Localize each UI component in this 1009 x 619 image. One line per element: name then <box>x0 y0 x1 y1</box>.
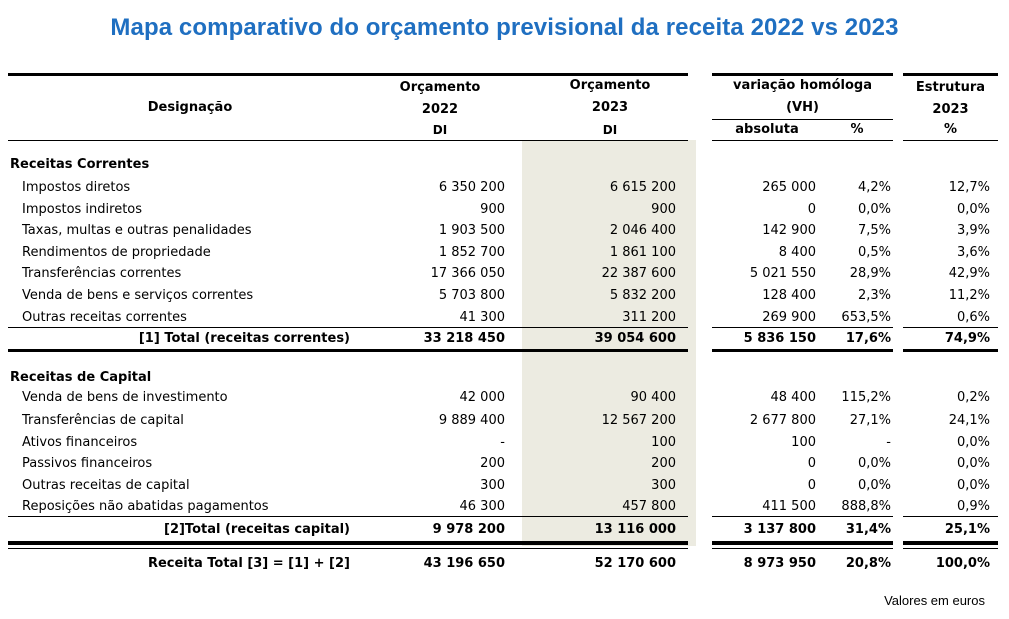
row-label: Venda de bens e serviços correntes <box>22 288 254 303</box>
units-note: Valores em euros <box>884 593 985 608</box>
row-budget-2023: 1 861 100 <box>609 245 676 260</box>
header-b23-line1: Orçamento <box>569 78 651 93</box>
row-variation-absolute: 0 <box>807 202 816 217</box>
row-budget-2023: 5 832 200 <box>609 288 676 303</box>
header-vh-absoluta: absoluta <box>735 122 799 137</box>
row-budget-2022: - <box>500 435 505 450</box>
page-title: Mapa comparativo do orçamento previsional da receita 2022 vs 2023 <box>110 14 899 41</box>
header-est-line3: % <box>943 122 958 137</box>
row-budget-2023: 90 400 <box>630 390 676 405</box>
subtotal-row-capital <box>8 519 998 541</box>
section-heading-correntes <box>8 154 998 176</box>
row-budget-2023: 200 <box>651 456 676 471</box>
row-variation-percent: 4,2% <box>857 180 891 195</box>
grand-total-rule-thin <box>8 548 688 549</box>
row-budget-2023: 12 567 200 <box>601 413 676 428</box>
row-budget-2022: 43 196 650 <box>423 556 505 571</box>
row-structure-2023: 0,0% <box>956 435 990 450</box>
row-budget-2022: 33 218 450 <box>423 331 505 346</box>
row-label: [1] Total (receitas correntes) <box>138 331 350 346</box>
row-variation-percent: 28,9% <box>849 266 891 281</box>
table-row <box>8 242 998 264</box>
row-variation-percent: 0,0% <box>857 202 891 217</box>
row-variation-absolute: 3 137 800 <box>743 522 816 537</box>
row-variation-absolute: 128 400 <box>762 288 816 303</box>
table-row <box>8 475 998 497</box>
row-variation-percent: 7,5% <box>857 223 891 238</box>
row-label: Receita Total [3] = [1] + [2] <box>147 556 350 571</box>
row-structure-2023: 0,0% <box>956 478 990 493</box>
row-structure-2023: 3,6% <box>956 245 990 260</box>
header-designacao: Designação <box>147 100 233 115</box>
table-row <box>8 410 998 432</box>
row-variation-percent: 27,1% <box>849 413 891 428</box>
row-structure-2023: 11,2% <box>948 288 990 303</box>
row-budget-2023: 100 <box>651 435 676 450</box>
header-b22-line2: 2022 <box>421 102 459 117</box>
row-variation-absolute: 0 <box>807 478 816 493</box>
header-b22-line1: Orçamento <box>399 80 481 95</box>
row-variation-absolute: 142 900 <box>762 223 816 238</box>
row-budget-2023: 457 800 <box>622 499 676 514</box>
header-b22-line3: DI <box>432 123 448 137</box>
row-variation-absolute: 265 000 <box>762 180 816 195</box>
row-variation-percent: 115,2% <box>841 390 891 405</box>
row-label: Taxas, multas e outras penalidades <box>22 223 252 238</box>
row-variation-absolute: 100 <box>791 435 816 450</box>
row-label: Impostos indiretos <box>22 202 143 217</box>
row-budget-2023: 311 200 <box>622 310 676 325</box>
header-vh-pct: % <box>850 122 864 137</box>
grand-total-rule-thick-est <box>903 541 998 545</box>
row-budget-2023: 300 <box>651 478 676 493</box>
row-structure-2023: 74,9% <box>944 331 990 346</box>
row-variation-percent: 2,3% <box>857 288 891 303</box>
header-est-line1: Estrutura <box>915 80 986 95</box>
grand-total-row <box>8 553 998 575</box>
row-label: Transferências de capital <box>22 413 184 428</box>
grand-total-rule-thin-est <box>903 548 998 549</box>
row-label: Outras receitas correntes <box>22 310 187 325</box>
row-budget-2022: 900 <box>480 202 505 217</box>
row-budget-2022: 9 889 400 <box>438 413 505 428</box>
row-label: Rendimentos de propriedade <box>22 245 211 260</box>
table-row <box>8 285 998 307</box>
row-label: Outras receitas de capital <box>22 478 190 493</box>
row-structure-2023: 0,2% <box>956 390 990 405</box>
row-variation-absolute: 0 <box>807 456 816 471</box>
row-structure-2023: 24,1% <box>948 413 990 428</box>
row-structure-2023: 0,6% <box>956 310 990 325</box>
grand-total-rule-thin-vh <box>712 548 893 549</box>
row-label: Passivos financeiros <box>22 456 153 471</box>
row-budget-2022: 6 350 200 <box>438 180 505 195</box>
row-budget-2022: 200 <box>480 456 505 471</box>
header-b23-line3: DI <box>602 123 618 137</box>
row-structure-2023: 12,7% <box>948 180 990 195</box>
row-variation-absolute: 5 836 150 <box>743 331 816 346</box>
row-label: Reposições não abatidas pagamentos <box>22 499 269 514</box>
table-row <box>8 263 998 285</box>
row-label: Transferências correntes <box>22 266 182 281</box>
row-budget-2023: 52 170 600 <box>594 556 676 571</box>
row-structure-2023: 42,9% <box>948 266 990 281</box>
row-structure-2023: 0,9% <box>956 499 990 514</box>
row-structure-2023: 100,0% <box>935 556 990 571</box>
row-variation-absolute: 2 677 800 <box>749 413 816 428</box>
section-title: Receitas Correntes <box>10 157 150 172</box>
row-budget-2022: 9 978 200 <box>432 522 505 537</box>
row-budget-2023: 6 615 200 <box>609 180 676 195</box>
row-budget-2022: 300 <box>480 478 505 493</box>
row-budget-2022: 41 300 <box>459 310 505 325</box>
row-budget-2022: 46 300 <box>459 499 505 514</box>
row-budget-2023: 2 046 400 <box>609 223 676 238</box>
row-variation-percent: 31,4% <box>845 522 891 537</box>
row-structure-2023: 0,0% <box>956 456 990 471</box>
table-row <box>8 387 998 409</box>
row-variation-percent: 0,0% <box>857 478 891 493</box>
row-variation-absolute: 269 900 <box>762 310 816 325</box>
row-budget-2023: 900 <box>651 202 676 217</box>
subtotal-row-correntes <box>8 328 998 350</box>
header-est-line2: 2023 <box>932 102 969 117</box>
table-row <box>8 177 998 199</box>
row-variation-absolute: 5 021 550 <box>749 266 816 281</box>
row-variation-absolute: 411 500 <box>762 499 816 514</box>
row-structure-2023: 0,0% <box>956 202 990 217</box>
grand-total-rule-thick <box>8 541 688 545</box>
row-label: Impostos diretos <box>22 180 131 195</box>
row-budget-2023: 22 387 600 <box>601 266 676 281</box>
row-variation-percent: 20,8% <box>845 556 891 571</box>
table-row <box>8 453 998 475</box>
table-row <box>8 220 998 242</box>
row-variation-absolute: 8 973 950 <box>743 556 816 571</box>
row-structure-2023: 3,9% <box>956 223 990 238</box>
row-structure-2023: 25,1% <box>944 522 990 537</box>
row-budget-2022: 1 903 500 <box>438 223 505 238</box>
table-row <box>8 307 998 329</box>
grand-total-rule-thick-vh <box>712 541 893 545</box>
header-vh-line2: (VH) <box>786 100 819 115</box>
row-label: Ativos financeiros <box>22 435 138 450</box>
row-variation-percent: 888,8% <box>841 499 891 514</box>
row-label: [2]Total (receitas capital) <box>164 522 350 537</box>
section-title: Receitas de Capital <box>10 370 152 385</box>
row-budget-2022: 17 366 050 <box>430 266 505 281</box>
section-heading-capital <box>8 367 998 389</box>
row-variation-percent: 17,6% <box>845 331 891 346</box>
row-budget-2023: 39 054 600 <box>594 331 676 346</box>
row-budget-2022: 1 852 700 <box>438 245 505 260</box>
row-variation-percent: 0,0% <box>857 456 891 471</box>
row-variation-percent: 653,5% <box>841 310 891 325</box>
row-variation-percent: 0,5% <box>857 245 891 260</box>
table-row <box>8 496 998 518</box>
row-label: Venda de bens de investimento <box>22 390 228 405</box>
header-top-rule-est <box>903 73 998 76</box>
table-row <box>8 432 998 454</box>
table-row <box>8 199 998 221</box>
row-budget-2022: 42 000 <box>459 390 505 405</box>
row-budget-2022: 5 703 800 <box>438 288 505 303</box>
header-vh-line1: variação homóloga <box>733 78 872 93</box>
row-budget-2023: 13 116 000 <box>594 522 676 537</box>
row-variation-absolute: 48 400 <box>770 390 816 405</box>
header-b23-line2: 2023 <box>591 100 629 115</box>
row-variation-percent: - <box>886 435 891 450</box>
row-variation-absolute: 8 400 <box>778 245 816 260</box>
